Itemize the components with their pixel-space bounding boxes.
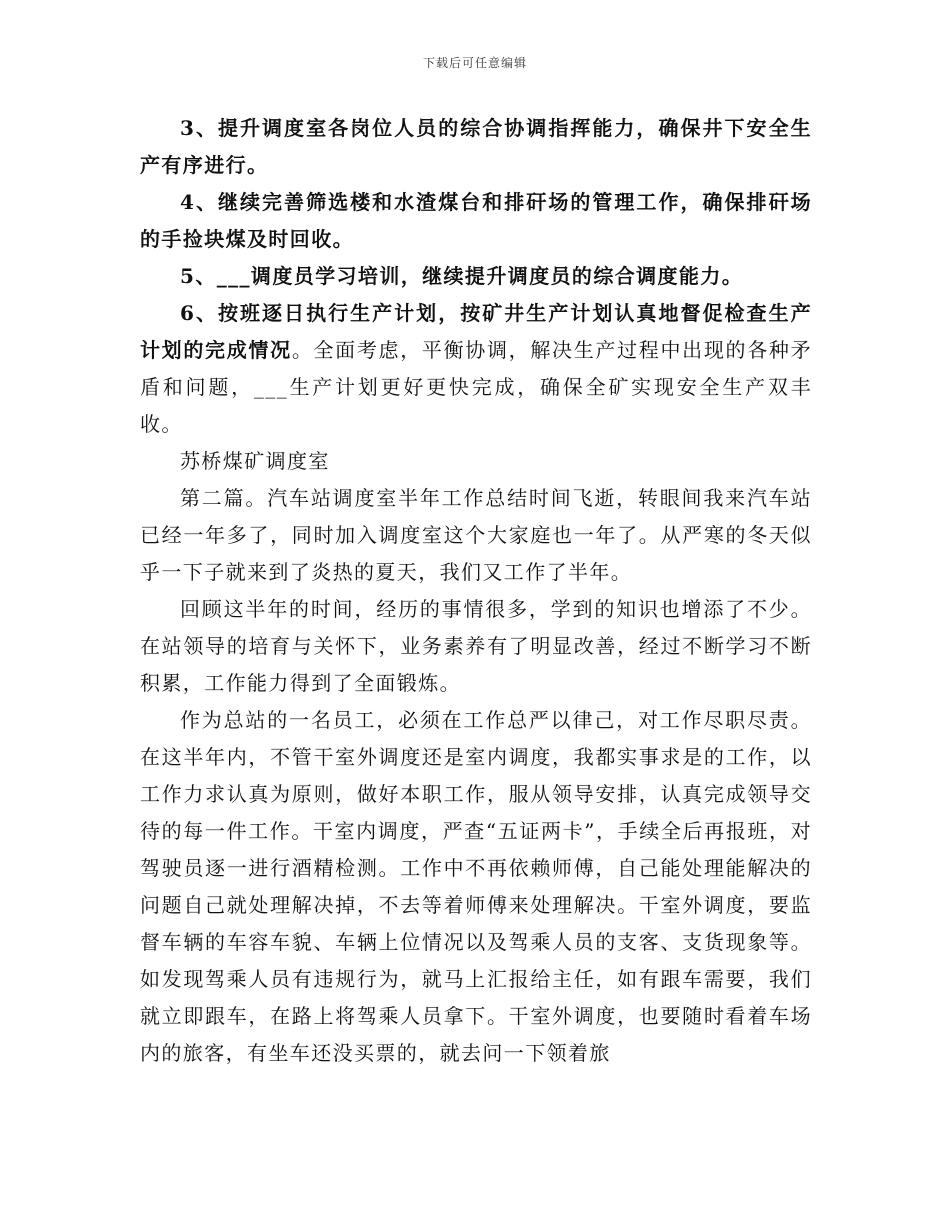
- list-item-6-rest: 。全面考虑，平衡协调，解决生产过程中出现的各种矛盾和问题，___生产计划更好更快完成，确保全矿实现安全生产双丰收。: [140, 338, 812, 436]
- signature-line: 苏桥煤矿调度室: [180, 449, 330, 473]
- page-header-note: 下载后可任意编辑: [422, 56, 527, 70]
- body-paragraph-2: 回顾这半年的时间，经历的事情很多，学到的知识也增添了不少。在站领导的培育与关怀下，业务素养有了明显改善，经过不断学习不断积累，工作能力得到了全面锻炼。: [140, 597, 812, 695]
- document-body: [140, 110, 812, 1072]
- body-paragraph-1: 第二篇。汽车站调度室半年工作总结时间飞逝，转眼间我来汽车站已经一年多了，同时加入调度室这个大家庭也一年了。从严寒的冬天似乎一下子就来到了炎热的夏天，我们又工作了半年。: [140, 486, 812, 584]
- list-item-6-bold: 6、按班逐日执行生产计划，按矿井生产计划认真地督促检查生产计划的完成情况: [140, 301, 812, 362]
- body-paragraph-3: 作为总站的一名员工，必须在工作总严以律己，对工作尽职尽责。在这半年内，不管干室外调度还是室内调度，我都实事求是的工作，以工作力求认真为原则，做好本职工作，服从领导安排，认真完成领导交待的每一件工作。干室内调度，严查“五证两卡”，手续全后再报班，对驾驶员逐一进行酒精检测。工作中不再依赖师傅，自己能处理能解决的问题自己就处理解决掉，不去等着师傅来处理解决。干室外调度，要监督车辆的车容车貌、车辆上位情况以及驾乘人员的支客、支货现象等。如发现驾乘人员有违规行为，就马上汇报给主任，如有跟车需要，我们就立即跟车，在路上将驾乘人员拿下。干室外调度，也要随时看着车场内的旅客，有坐车还没买票的，就去问一下领着旅: [140, 708, 812, 1065]
- list-item-4: 4、继续完善筛选楼和水渣煤台和排矸场的管理工作，确保排矸场的手捡块煤及时回收。: [140, 190, 812, 251]
- list-item-6: [140, 295, 812, 443]
- list-item-3: 3、提升调度室各岗位人员的综合协调指挥能力，确保井下安全生产有序进行。: [140, 116, 812, 177]
- list-item-5: 5、___调度员学习培训，继续提升调度员的综合调度能力。: [180, 264, 744, 288]
